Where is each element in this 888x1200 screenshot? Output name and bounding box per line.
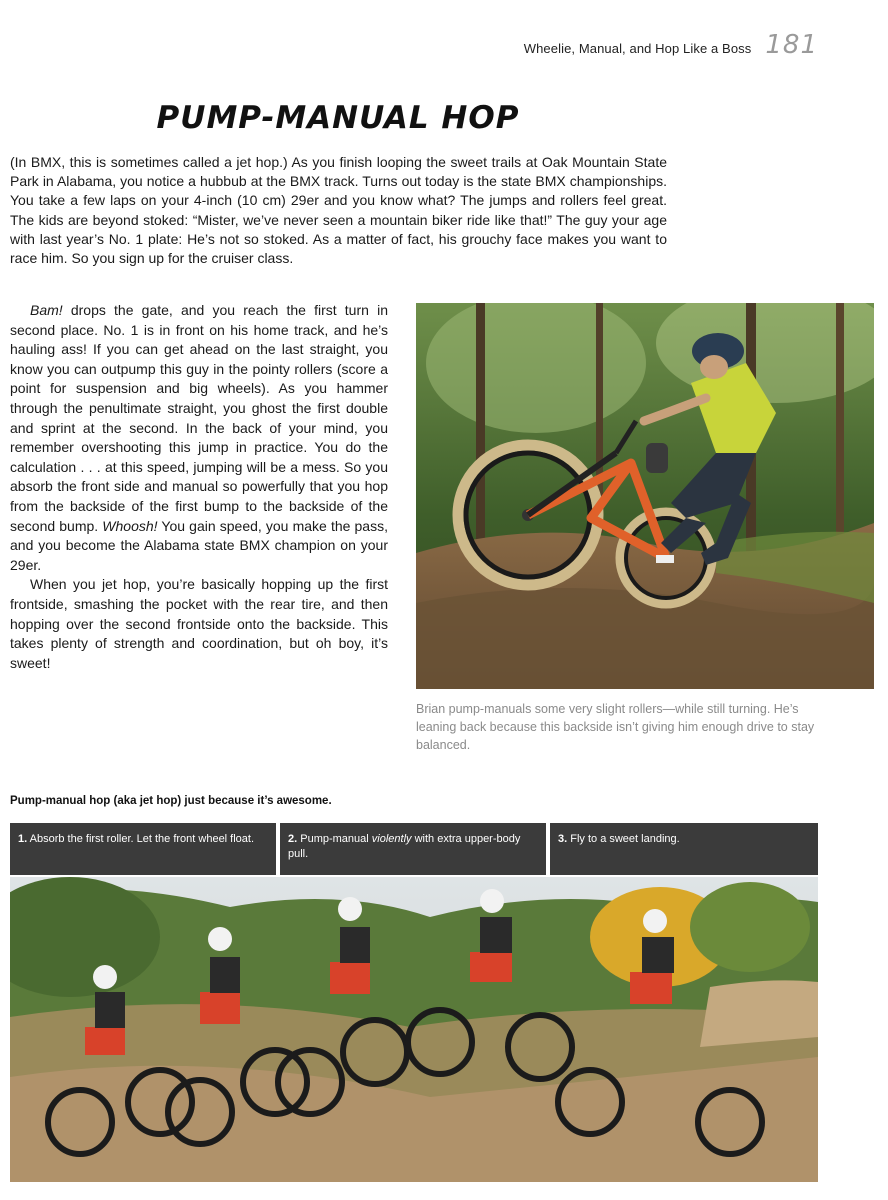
photo-caption: Brian pump-manuals some very slight rollers—while still turning. He’s leaning back because this backside isn’t giving him enough drive to stay balanced. (416, 702, 815, 752)
step-box-2 (280, 823, 546, 875)
step-text: Fly to a sweet landing. (567, 833, 680, 845)
whoosh-exclamation: Whoosh! (102, 517, 158, 534)
running-head (524, 30, 818, 60)
step-emphasis: violently (371, 833, 412, 845)
step-text: with extra upper-body pull. (288, 833, 521, 860)
story-paragraph-3: When you jet hop, you’re basically hopping up the first frontside, smashing the pocket with the rear tire, and then hopping over the second frontside onto the backside. This takes plenty of strength and coordination, but oh boy, it’s sweet! (10, 576, 388, 671)
story-column (10, 301, 388, 673)
story-paragraph-2 (10, 301, 388, 575)
step-number: 1. (18, 833, 28, 845)
story-text-2b: You gain speed, you make the pass, and you become the Alabama state BMX champion on your 29er. (10, 517, 388, 573)
rider-photo (416, 303, 874, 689)
step-number: 2. (288, 833, 298, 845)
bam-exclamation: Bam! (30, 302, 63, 318)
running-title: Wheelie, Manual, and Hop Like a Boss (523, 41, 752, 56)
step-text: Pump-manual (297, 833, 372, 845)
step-boxes (10, 823, 818, 875)
rider-photo-illustration (416, 303, 874, 689)
story-text-2a: drops the gate, and you reach the first turn in second place. No. 1 is in front on his home track, and he’s hauling ass! If you can get ahead on the last straight, you know you can outpump this guy in the pointy rollers (score a point for suspension and big wheels). As you hammer through the penultimate straight, you ghost the first double and sprint at the second. In the back of your mind, you remember overshooting this jump in practice. You do the calculation . . . at this speed, jumping will be a mess. So you absorb the front side and manual so powerfully that you hop from the backside of the first bump to the backside of the second bump. (10, 302, 388, 534)
sequence-heading: Pump-manual hop (aka jet hop) just because it’s awesome. (10, 795, 332, 807)
step-box-3 (550, 823, 818, 875)
page-number: 181 (765, 30, 818, 60)
step-number: 3. (558, 833, 568, 845)
step-text: Absorb the first roller. Let the front wheel float. (27, 833, 255, 845)
intro-paragraph: (In BMX, this is sometimes called a jet hop.) As you finish looping the sweet trails at Oak Mountain State Park in Alabama, you notice a hubbub at the BMX track. Turns out today is the state BMX championships. You take a few laps on your 4-inch (10 cm) 29er and you know what? The jumps and rollers feel great. The kids are beyond stoked: “Mister, we’ve never seen a mountain biker ride like that!” The guy your age with last year’s No. 1 plate: He’s not so stoked. As a matter of fact, his grouchy face makes you want to race him. So you sign up for the cruiser class. (10, 154, 667, 267)
page-title: PUMP-MANUAL HOP (156, 100, 520, 136)
step-box-1 (10, 823, 276, 875)
sequence-photo (10, 877, 818, 1182)
sequence-photo-illustration (10, 877, 818, 1182)
